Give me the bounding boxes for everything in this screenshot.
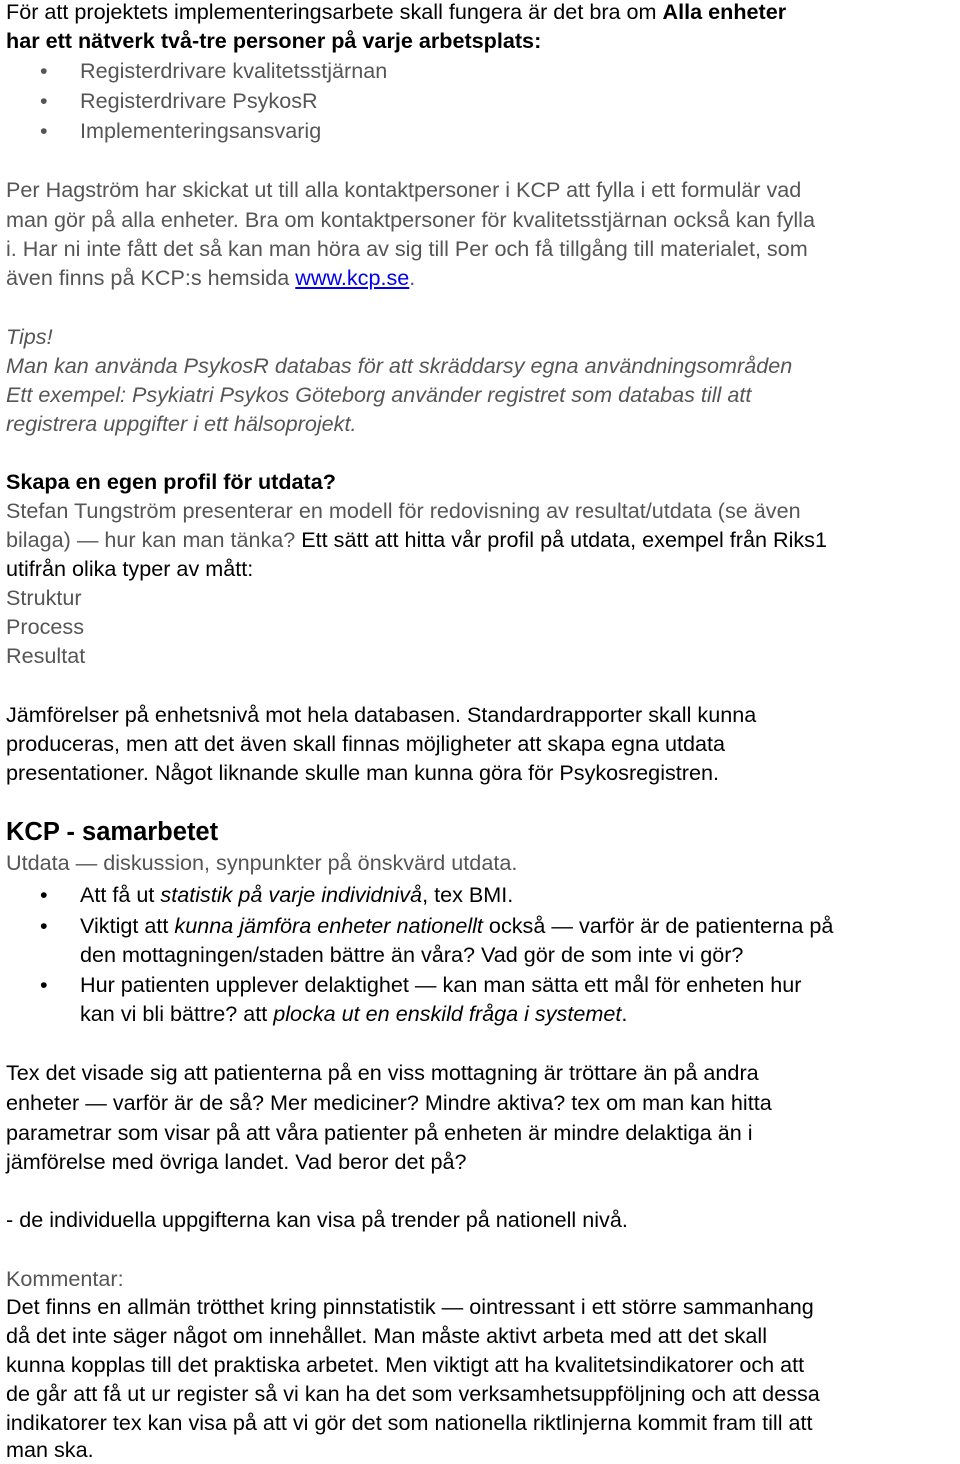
profile-gray-text: bilaga) — hur kan man tänka? bbox=[6, 527, 296, 552]
tired-line: parametrar som visar på att våra patienter på enheten är mindre delaktiga än i bbox=[6, 1120, 753, 1145]
kcp-bullet-2 bbox=[80, 911, 833, 940]
compare-line: produceras, men att det även skall finnas möjligheter att skapa egna utdata bbox=[6, 731, 726, 756]
kcp-text: , tex BMI. bbox=[422, 882, 514, 907]
compare-line: Jämförelser på enhetsnivå mot hela databasen. Standardrapporter skall kunna bbox=[6, 702, 757, 727]
role-item: Implementeringsansvarig bbox=[80, 118, 322, 143]
profile-line: Stefan Tungström presenterar en modell för redovisning av resultat/utdata (se även bbox=[6, 498, 801, 523]
comment-line: de går att få ut ur register så vi kan ha det som verksamhetsuppföljning och att dessa bbox=[6, 1381, 820, 1406]
kcp-text: Att få ut bbox=[80, 882, 161, 907]
comment-line: då det inte säger något om innehållet. Man måste aktivt arbeta med att det skall bbox=[6, 1323, 768, 1348]
bullet-icon: • bbox=[40, 913, 48, 938]
tips-line: Man kan använda PsykosR databas för att skräddarsy egna användningsområden bbox=[6, 353, 793, 378]
measure-item: Process bbox=[6, 614, 85, 639]
comment-line: man ska. bbox=[6, 1437, 94, 1462]
kcp-bullet-3-cont bbox=[80, 999, 627, 1028]
bullet-icon: • bbox=[40, 58, 48, 83]
trend-line: - de individuella uppgifterna kan visa på trender på nationell nivå. bbox=[6, 1207, 628, 1232]
kcp-italic-text: statistik på varje individnivå bbox=[160, 882, 423, 907]
hagstrom-line: i. Har ni inte fått det så kan man höra av sig till Per och få tillgång till materialet, som bbox=[6, 236, 808, 261]
kcp-text: Viktigt att bbox=[80, 913, 175, 938]
kcp-text: . bbox=[621, 1001, 628, 1026]
profile-line bbox=[6, 525, 827, 554]
kcp-bullet-3: Hur patienten upplever delaktighet — kan man sätta ett mål för enheten hur bbox=[80, 972, 802, 997]
intro-line-2: har ett nätverk två-tre personer på varje arbetsplats: bbox=[6, 28, 542, 53]
kcp-heading: KCP - samarbetet bbox=[6, 818, 219, 846]
kcp-italic-text: plocka ut en enskild fråga i systemet bbox=[273, 1001, 622, 1026]
kcp-bullet-1 bbox=[80, 880, 513, 909]
tired-line: enheter — varför är de så? Mer mediciner? Mindre aktiva? tex om man kan hitta bbox=[6, 1090, 772, 1115]
bullet-icon: • bbox=[40, 882, 48, 907]
kcp-intro: Utdata — diskussion, synpunkter på önskvärd utdata. bbox=[6, 850, 518, 875]
kcp-bullet-2-cont: den mottagningen/staden bättre än våra? Vad gör de som inte vi gör? bbox=[80, 942, 744, 967]
bullet-icon: • bbox=[40, 88, 48, 113]
intro-bold-text: Alla enheter bbox=[662, 0, 787, 24]
measure-item: Struktur bbox=[6, 585, 82, 610]
tired-line: jämförelse med övriga landet. Vad beror det på? bbox=[6, 1149, 467, 1174]
hagstrom-text: även finns på KCP:s hemsida bbox=[6, 265, 296, 290]
intro-text: För att projektets implementeringsarbete skall fungera är det bra om bbox=[6, 0, 663, 24]
comment-label: Kommentar: bbox=[6, 1266, 124, 1291]
profile-line: utifrån olika typer av mått: bbox=[6, 556, 254, 581]
kcp-text: också — varför är de patienterna på bbox=[482, 913, 834, 938]
comment-line: Det finns en allmän trötthet kring pinnstatistik — ointressant i ett större sammanhang bbox=[6, 1294, 814, 1319]
comment-line: indikatorer tex kan visa på att vi gör det som nationella riktlinjerna kommit fram till att bbox=[6, 1410, 813, 1435]
kcp-italic-text: kunna jämföra enheter nationellt bbox=[174, 913, 483, 938]
tips-line: Ett exempel: Psykiatri Psykos Göteborg använder registret som databas till att bbox=[6, 382, 752, 407]
compare-line: presentationer. Något liknande skulle man kunna göra för Psykosregistren. bbox=[6, 760, 719, 785]
role-item: Registerdrivare PsykosR bbox=[80, 88, 318, 113]
tips-line: registrera uppgifter i ett hälsoprojekt. bbox=[6, 411, 357, 436]
profile-black-text: Ett sätt att hitta vår profil på utdata, exempel från Riks1 bbox=[295, 527, 827, 552]
tips-label: Tips! bbox=[6, 324, 53, 349]
role-item: Registerdrivare kvalitetsstjärnan bbox=[80, 58, 388, 83]
hagstrom-line: man gör på alla enheter. Bra om kontaktpersoner för kvalitetsstjärnan också kan fylla bbox=[6, 207, 815, 232]
kcp-website-link[interactable]: www.kcp.se bbox=[295, 265, 410, 290]
hagstrom-period: . bbox=[409, 265, 416, 290]
tired-line: Tex det visade sig att patienterna på en viss mottagning är tröttare än på andra bbox=[6, 1060, 759, 1085]
measure-item: Resultat bbox=[6, 643, 86, 668]
kcp-text: kan vi bli bättre? att bbox=[80, 1001, 274, 1026]
profile-heading: Skapa en egen profil för utdata? bbox=[6, 469, 336, 494]
bullet-icon: • bbox=[40, 972, 48, 997]
hagstrom-line bbox=[6, 263, 415, 292]
intro-line-1 bbox=[6, 0, 786, 26]
bullet-icon: • bbox=[40, 118, 48, 143]
comment-line: kunna kopplas till det praktiska arbetet. Men viktigt att ha kvalitetsindikatorer och att bbox=[6, 1352, 805, 1377]
hagstrom-line: Per Hagström har skickat ut till alla kontaktpersoner i KCP att fylla i ett formulär vad bbox=[6, 177, 802, 202]
